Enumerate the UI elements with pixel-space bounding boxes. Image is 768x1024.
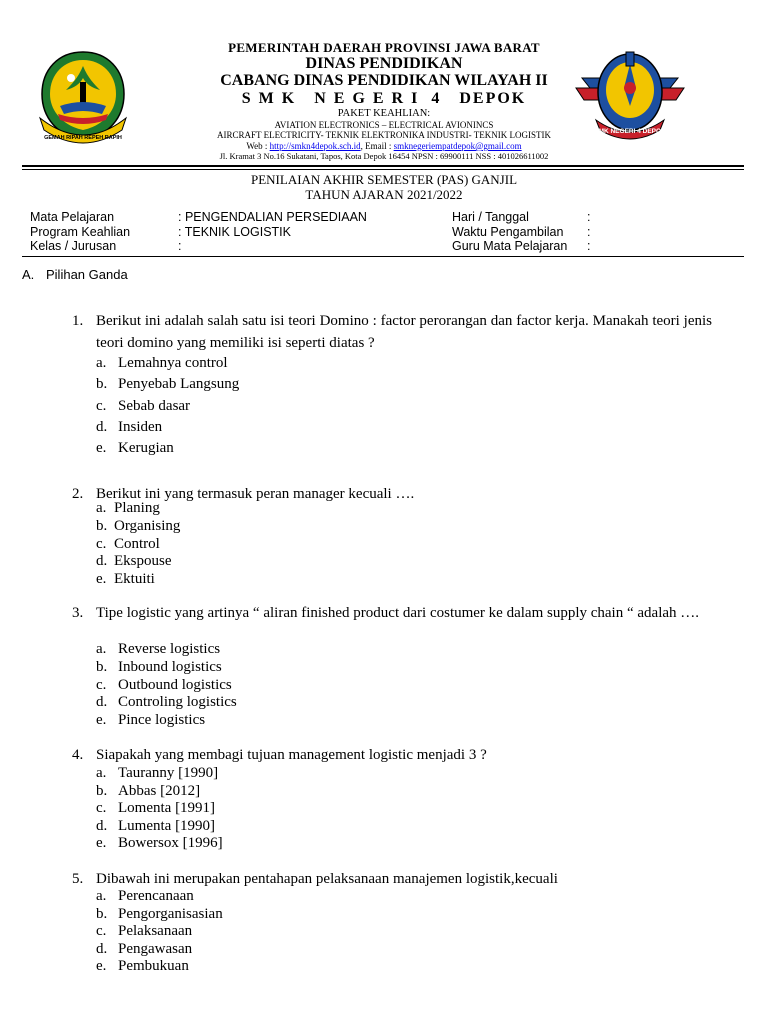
option-text: Insiden xyxy=(118,419,163,435)
option-label: a. xyxy=(96,888,107,904)
option-text: Lemahnya control xyxy=(118,355,228,371)
info-label: Kelas / Jurusan xyxy=(30,239,117,253)
question-text: Tipe logistic yang artinya “ aliran finished product dari costumer ke dalam supply chain “ adalah …. xyxy=(96,605,700,621)
info-label: Waktu Pengambilan xyxy=(452,225,564,239)
option-label: c. xyxy=(96,923,107,939)
question-text: Siapakah yang membagi tujuan management logistic menjadi 3 ? xyxy=(96,747,487,763)
info-value: : xyxy=(587,239,591,253)
option-text: Outbound logistics xyxy=(118,677,232,693)
option-label: d. xyxy=(96,941,108,957)
option-label: e. xyxy=(96,571,107,587)
question-text: Dibawah ini merupakan pentahapan pelaksanaan manajemen logistik,kecuali xyxy=(96,871,558,887)
question-number: 1. xyxy=(72,313,84,329)
program-line-2: AIRCRAFT ELECTRICITY- TEKNIK ELEKTRONIKA INDUSTRI- TEKNIK LOGISTIK xyxy=(217,130,551,140)
option-text: Abbas [2012] xyxy=(118,783,201,799)
option-text: Organising xyxy=(114,518,181,534)
option-label: b. xyxy=(96,518,108,534)
question-number: 4. xyxy=(72,747,84,763)
option-label: a. xyxy=(96,500,107,516)
info-value: : xyxy=(178,239,182,253)
option-text: Penyebab Langsung xyxy=(118,376,240,392)
option-text: Control xyxy=(114,536,160,552)
option-label: b. xyxy=(96,783,108,799)
option-label: c. xyxy=(96,398,107,414)
option-text: Controling logistics xyxy=(118,694,237,710)
option-label: e. xyxy=(96,440,107,456)
option-label: d. xyxy=(96,553,108,569)
info-label: Program Keahlian xyxy=(30,225,131,239)
option-text: Tauranny [1990] xyxy=(118,765,219,781)
email-label: , Email : xyxy=(360,141,394,151)
option-label: d. xyxy=(96,419,108,435)
option-text: Perencanaan xyxy=(118,888,194,904)
paket-label: PAKET KEAHLIAN: xyxy=(337,108,431,119)
email-link[interactable]: smknegeriempatdepok@gmail.com xyxy=(393,141,522,151)
option-text: Planing xyxy=(114,500,160,516)
branch-name: CABANG DINAS PENDIDIKAN WILAYAH II xyxy=(220,72,548,89)
question-1 xyxy=(72,310,712,354)
question-number: 2. xyxy=(72,486,84,502)
option-label: d. xyxy=(96,694,108,710)
left-logo-motto: GEMAH RIPAH REPEH RAPIH xyxy=(44,135,122,141)
option-text: Pengorganisasian xyxy=(118,906,223,922)
section-letter: A. xyxy=(22,267,35,282)
info-value: : PENGENDALIAN PERSEDIAAN xyxy=(178,210,367,224)
section-title: Pilihan Ganda xyxy=(46,267,128,282)
info-label: Hari / Tanggal xyxy=(452,210,529,224)
option-text: Bowersox [1996] xyxy=(118,835,223,851)
option-text: Pembukuan xyxy=(118,958,189,974)
option-text: Pince logistics xyxy=(118,712,206,728)
option-label: a. xyxy=(96,355,107,371)
option-label: e. xyxy=(96,712,107,728)
option-label: a. xyxy=(96,641,107,657)
option-text: Inbound logistics xyxy=(118,659,222,675)
header-divider-thick xyxy=(22,165,744,167)
option-label: c. xyxy=(96,536,107,552)
option-label: e. xyxy=(96,958,107,974)
option-label: c. xyxy=(96,800,107,816)
info-label: Guru Mata Pelajaran xyxy=(452,239,568,253)
question-text: Berikut ini yang termasuk peran manager kecuali …. xyxy=(96,486,415,502)
question-2 xyxy=(72,483,712,505)
contact-line xyxy=(0,141,768,151)
option-text: Ekspouse xyxy=(114,553,172,569)
option-label: b. xyxy=(96,906,108,922)
exam-year: TAHUN AJARAN 2021/2022 xyxy=(305,187,463,202)
question-number: 3. xyxy=(72,605,84,621)
option-label: a. xyxy=(96,765,107,781)
option-text: Sebab dasar xyxy=(118,398,191,414)
option-text: Lomenta [1991] xyxy=(118,800,216,816)
option-text: Lumenta [1990] xyxy=(118,818,216,834)
info-value: : TEKNIK LOGISTIK xyxy=(178,225,291,239)
gov-name: PEMERINTAH DAERAH PROVINSI JAWA BARAT xyxy=(228,40,540,55)
school-name: S M K N E G E R I 4 DEPOK xyxy=(241,90,527,107)
option-text: Kerugian xyxy=(118,440,174,456)
question-3 xyxy=(72,604,712,622)
info-value: : xyxy=(587,225,591,239)
option-text: Pelaksanaan xyxy=(118,923,193,939)
question-5 xyxy=(72,868,712,890)
exam-title: PENILAIAN AKHIR SEMESTER (PAS) GANJIL xyxy=(250,172,518,187)
address-line: Jl. Kramat 3 No.16 Sukatani, Tapos, Kota Depok 16454 NPSN : 69900111 NSS : 401026611002 xyxy=(219,151,549,161)
agency-name: DINAS PENDIDIKAN xyxy=(305,55,463,72)
option-label: d. xyxy=(96,818,108,834)
option-label: c. xyxy=(96,677,107,693)
option-label: b. xyxy=(96,376,108,392)
info-value: : xyxy=(587,210,591,224)
question-text: Berikut ini adalah salah satu isi teori Domino : factor perorangan dan factor kerja. Manakah teori jenis teori domino yang memiliki isi seperti diatas ? xyxy=(96,313,712,351)
option-label: b. xyxy=(96,659,108,675)
option-text: Pengawasan xyxy=(118,941,193,957)
question-number: 5. xyxy=(72,871,84,887)
header-divider-thin xyxy=(22,169,744,170)
option-text: Reverse logistics xyxy=(118,641,221,657)
option-text: Ektuiti xyxy=(114,571,155,587)
web-label: Web : xyxy=(246,141,270,151)
question-4 xyxy=(72,744,712,766)
right-logo-name: SMK NEGERI 4 DEPOK xyxy=(594,128,666,135)
website-link[interactable]: http://smkn4depok.sch.id xyxy=(269,141,361,151)
info-label: Mata Pelajaran xyxy=(30,210,115,224)
program-line-1: AVIATION ELECTRONICS – ELECTRICAL AVIONINCS xyxy=(274,120,494,130)
option-label: e. xyxy=(96,835,107,851)
info-divider xyxy=(22,256,744,257)
